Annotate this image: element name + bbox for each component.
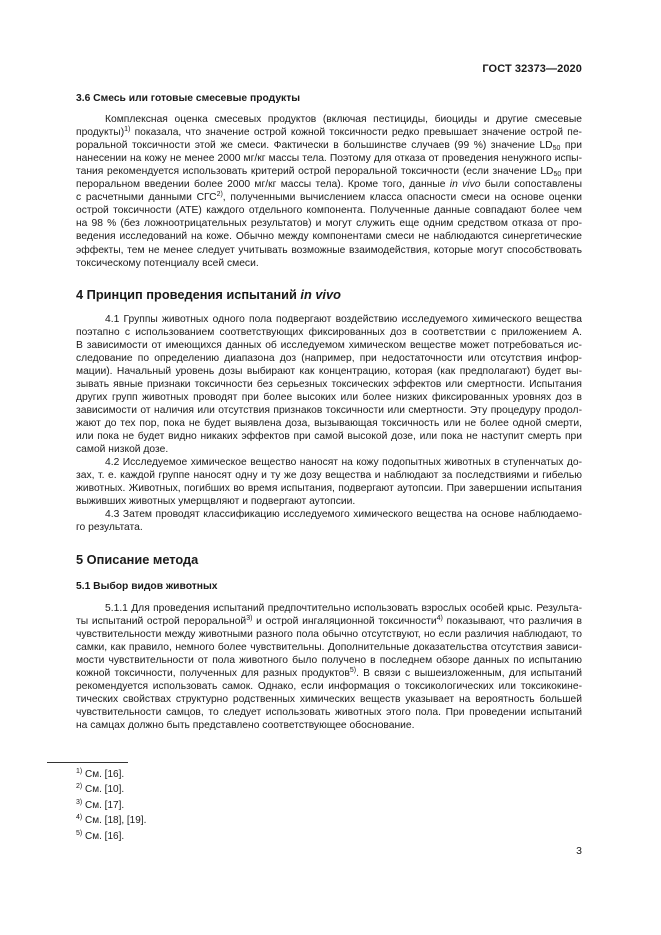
text-line: чувствительности между животными разного пола обычно отсутствуют, но если различия наблюдают, то bbox=[76, 628, 582, 640]
text-line: на 98 % (без ложноотрицательных результатов) и могут служить еще одним средством отказа от про- bbox=[76, 218, 582, 230]
section-5-1-heading: 5.1 Выбор видов животных bbox=[76, 580, 218, 592]
text-line: 5.1.1 Для проведения испытаний предпочтительно использовать взрослых особей крыс. Результа- bbox=[105, 602, 582, 614]
section-3-6-paragraph bbox=[76, 113, 582, 270]
footnotes bbox=[47, 762, 297, 844]
text-line: тания рекомендуется использовать критерий острой пероральной токсичности (если значение $LD_{50}$ при bbox=[76, 166, 582, 179]
text-line: ты испытаний острой пероральной$^{3)}$ и острой ингаляционной токсичности$^{4)}$ показывают, что различия в bbox=[76, 614, 583, 627]
text-line: продукты)$^{1)}$ показала, что значение острой кожной токсичности редко превышает значение острой пе- bbox=[76, 126, 582, 139]
text-line: В зависимости от имеющихся данных об исследуемом химическом веществе может потребоваться ис- bbox=[76, 339, 582, 351]
section-5-1-1-paragraph bbox=[76, 602, 582, 732]
text-line: выживших животных умерщвляют и подвергают аутопсии. bbox=[76, 496, 356, 508]
text-line: токсическому потенциалу всей смеси. bbox=[76, 257, 259, 269]
text-line: 4.2 Исследуемое химическое вещество наносят на кожу подопытных животных в ступенчатых до- bbox=[105, 457, 582, 469]
footnote-item: $^{1)}$ См. [16]. bbox=[76, 768, 125, 780]
text-line: тических свойствах структурно родственных химических веществ указывает на вероятность большей bbox=[76, 693, 582, 705]
footnote-ref: 3) bbox=[246, 614, 253, 622]
page-number: 3 bbox=[576, 845, 582, 857]
text-line: животных. Животных, погибших во время испытания, подвергают аутопсии. При завершении испытания bbox=[76, 483, 582, 495]
footnote-ref: 4) bbox=[436, 614, 443, 622]
text-line: самой низкой дозе. bbox=[76, 444, 169, 456]
text-line: других групп животных проводят при более высоких или более низких фиксированных уровнях доз в bbox=[76, 391, 582, 403]
text-line: эффекты, тем не менее следует учитывать возможные взаимодействия, которые могут способствовать bbox=[76, 244, 582, 256]
footnote-item: $^{2)}$ См. [10]. bbox=[76, 783, 125, 796]
text-line: острой токсичности (АТЕ) каждого отдельного компонента. Полученные данные совпадают более чем bbox=[76, 205, 582, 217]
section-4-heading: 4 Принцип проведения испытаний in vivo bbox=[76, 286, 341, 302]
text-line: жают до тех пор, пока не будет выявлена доза, вызывающая токсичность или не более одной смерти, bbox=[76, 418, 582, 430]
text-line: самки, как правило, немного более чувствительны. Дополнительные доказательства отсутствия зависи- bbox=[76, 641, 582, 653]
text-line: ведения исследований на коже. Обычно между компонентами смеси не наблюдаются синергетические bbox=[76, 231, 582, 243]
section-4-3-paragraph bbox=[76, 508, 582, 534]
text-line: с расчетными данными СГС$^{2)}$, полученными вычислением класса опасности смеси на основе оценки bbox=[76, 191, 582, 204]
text-line: 4.3 Затем проводят классификацию исследуемого химического вещества на основе наблюдаемо- bbox=[105, 509, 582, 521]
text-line: мации). Начальный уровень дозы выбирают как концентрацию, которая (как предполагают) будет вы- bbox=[76, 365, 582, 377]
text-line: на самцах должно быть представлено соответствующее обоснование. bbox=[76, 719, 415, 731]
footnote-item: $^{4)}$ См. [18], [19]. bbox=[76, 814, 147, 827]
section-5-heading: 5 Описание метода bbox=[76, 552, 199, 568]
text-line: зывать явные признаки токсичности без серьезных токсических эффектов или смертности. Испытания bbox=[76, 378, 582, 390]
text-line: зах, т. е. каждой группе наносят одну и ту же дозу вещества и наблюдают за последствиями и гибелью bbox=[76, 470, 582, 482]
text-line: следование по определению диапазона доз (например, при недостаточности или отсутствия инфор- bbox=[76, 352, 582, 364]
text-line: нанесении на кожу не менее 2000 мг/кг массы тела. Поэтому для отказа от проведения ненужного испы- bbox=[76, 153, 582, 165]
text-line: кожной токсичности, полученных для разных продуктов$^{5)}$. В связи с вышеизложенным, для испытаний bbox=[76, 666, 583, 679]
document-code: ГОСТ 32373—2020 bbox=[482, 63, 582, 75]
text-line: 4.1 Группы животных одного пола подвергают воздействию исследуемого химического вещества bbox=[105, 313, 582, 325]
text-line: мости чувствительности от пола животного было получено в последнем обзоре данных по испытанию bbox=[76, 654, 582, 666]
section-4-1-paragraph bbox=[76, 313, 582, 457]
text-line: го результата. bbox=[76, 522, 143, 534]
text-line: поэтапно с использованием соответствующих фиксированных доз в соответствии с приложением А. bbox=[76, 326, 582, 338]
footnote-item: $^{3)}$ См. [17]. bbox=[76, 798, 125, 811]
footnote-divider bbox=[47, 762, 128, 763]
footnote-ref: 5) bbox=[349, 666, 357, 674]
text-line: роральной токсичности этой же смеси. Фактически в большинстве случаев (99 %) значение $LD_{50}$ при bbox=[76, 140, 582, 153]
text-line: Комплексная оценка смесевых продуктов (включая пестициды, биоциды и другие смесевые bbox=[105, 114, 582, 126]
text-line: или пока не будет видно никаких эффектов при самой высокой дозе, или пока не наступит смерть при bbox=[76, 431, 582, 443]
footnote-item: $^{5)}$ См. [16]. bbox=[76, 829, 125, 842]
section-4-2-paragraph bbox=[76, 456, 582, 508]
text-line: чувствительности самцов, то следует использовать животных этого пола. При проведении испытаний bbox=[76, 706, 582, 718]
footnote-ref: 2) bbox=[216, 191, 223, 199]
section-3-6-heading: 3.6 Смесь или готовые смесевые продукты bbox=[76, 93, 301, 104]
text-line: зависимости от наличия или отсутствия признаков токсичности или смертности. Эту процедуру продол- bbox=[76, 404, 582, 416]
text-line: рекомендуется использовать самок. Однако, если информация о токсикологических или токсикокине- bbox=[76, 680, 582, 692]
main-content bbox=[76, 92, 582, 732]
footnote-ref: 1) bbox=[124, 126, 131, 134]
text-line: пероральном введении более 2000 мг/кг массы тела). Кроме того, данные in vivo были сопоставлены bbox=[76, 179, 582, 191]
